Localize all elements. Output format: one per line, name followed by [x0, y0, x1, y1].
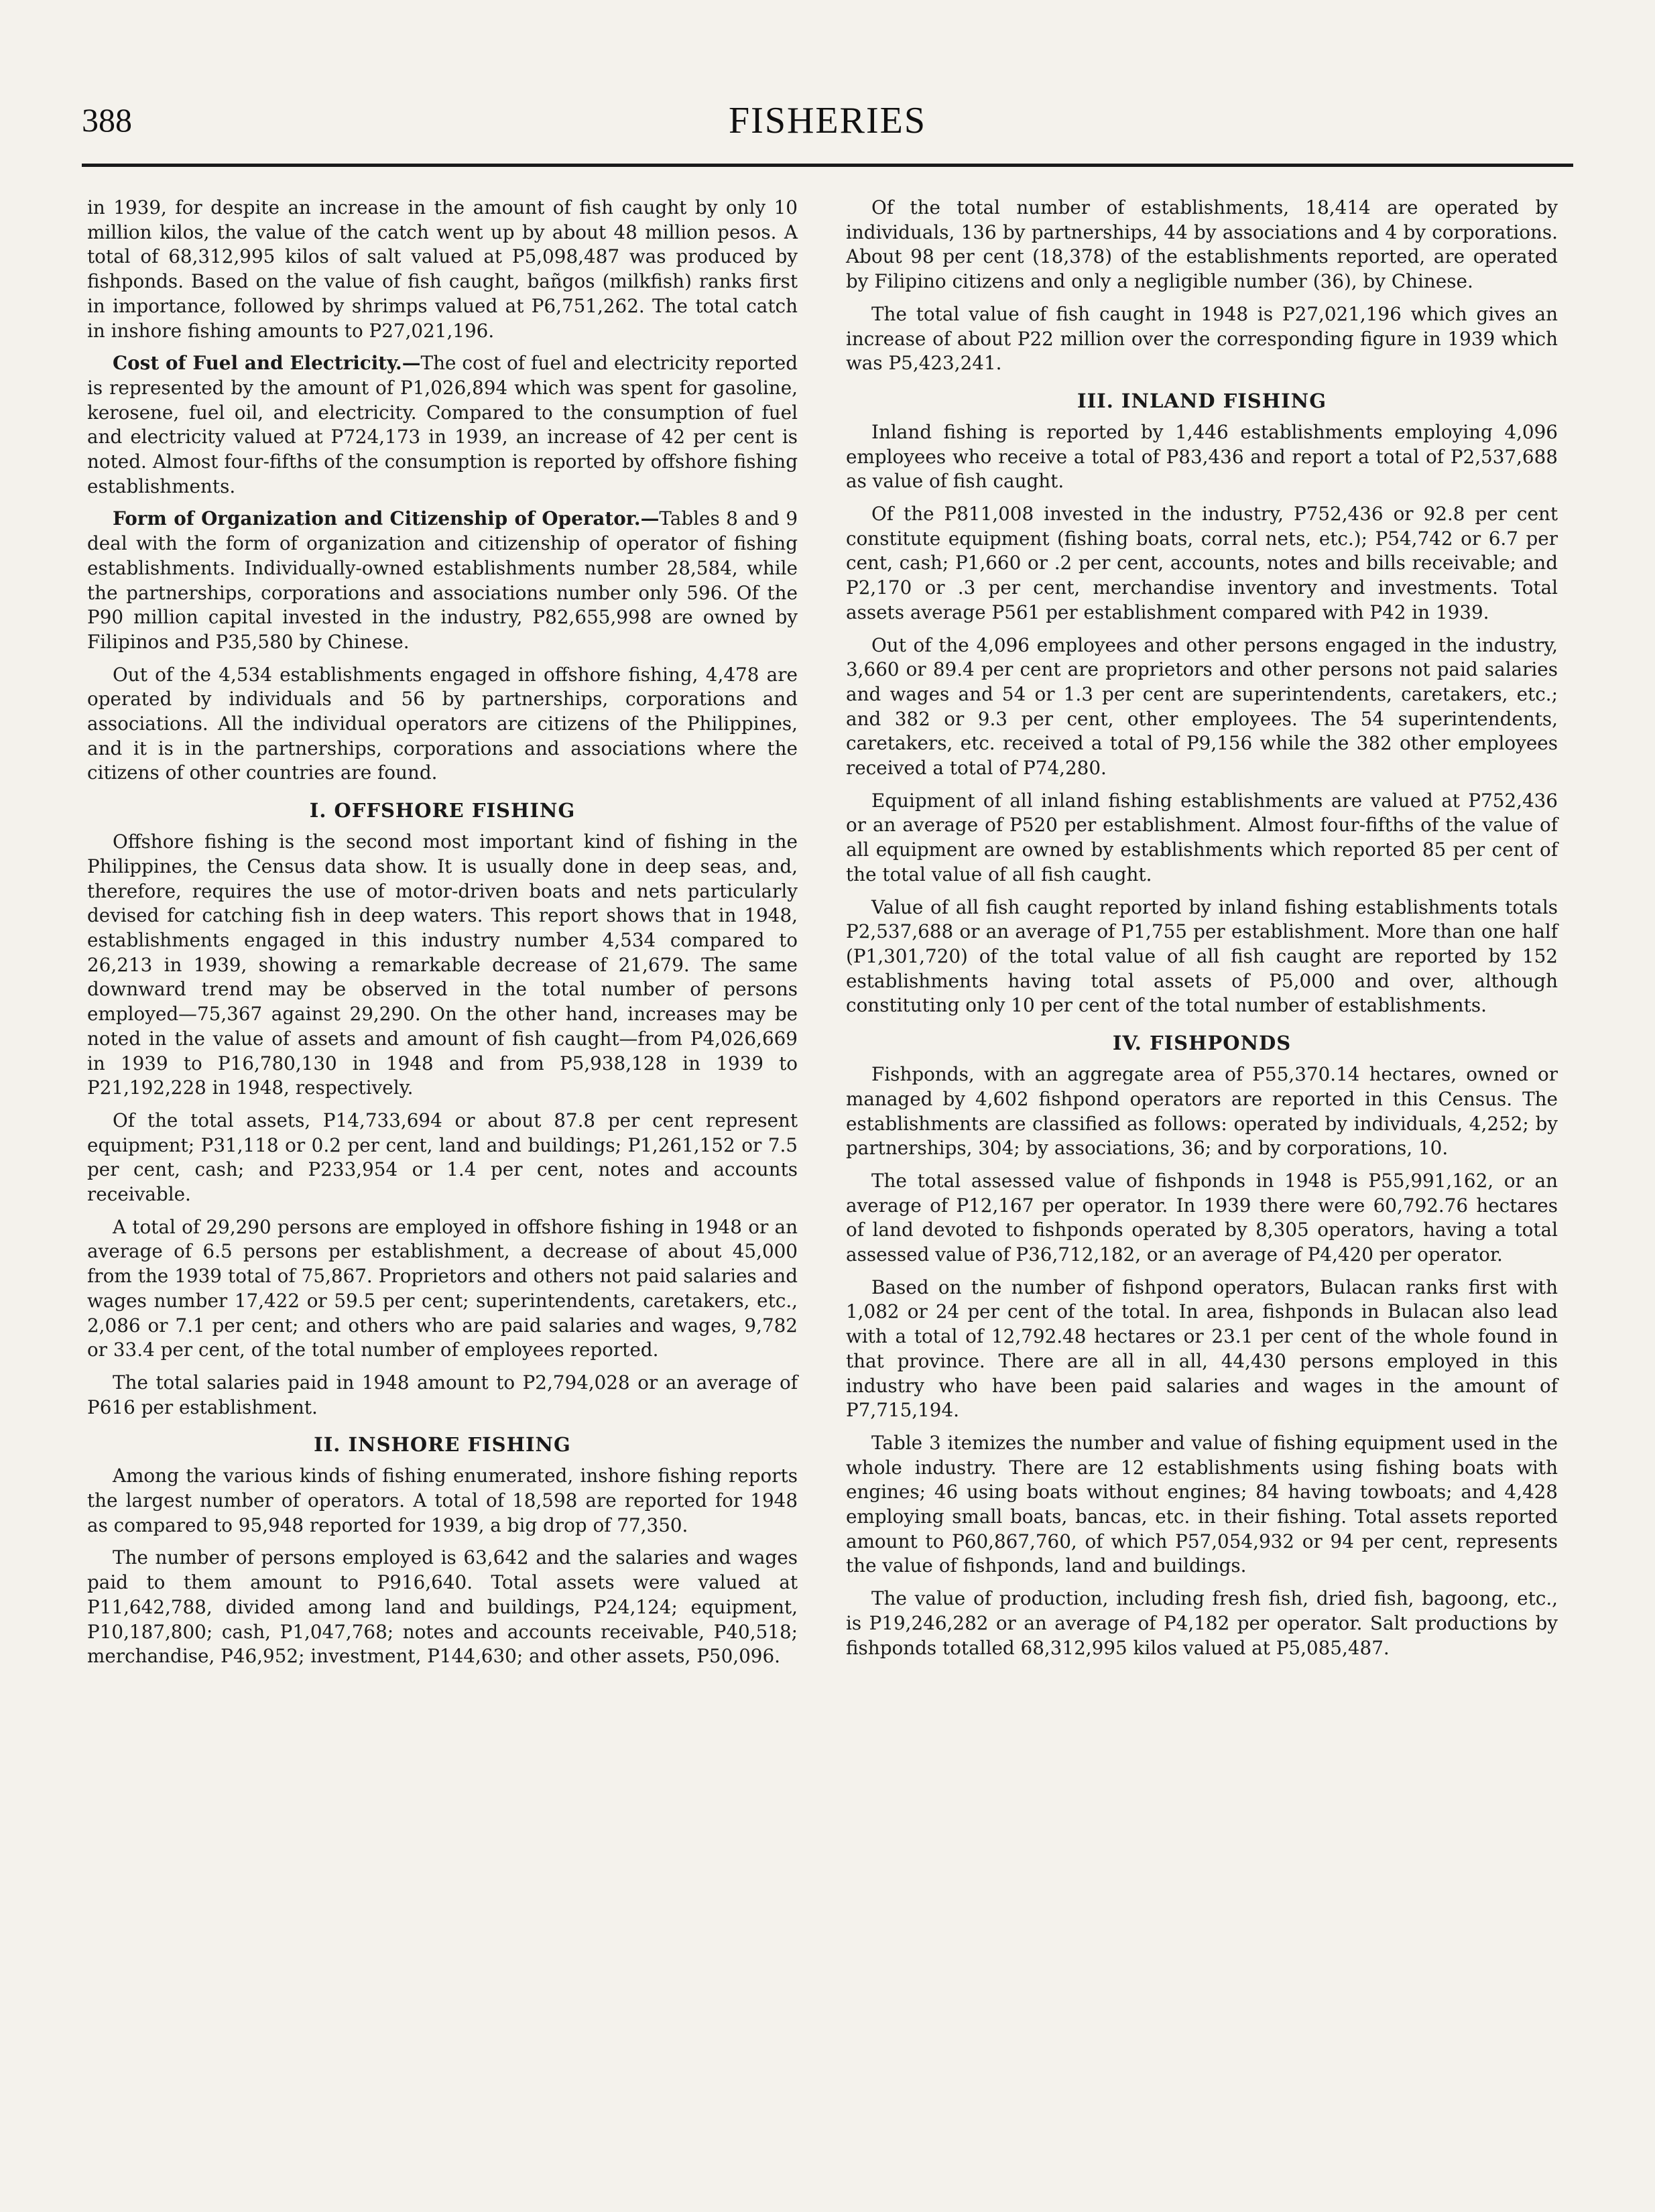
paragraph: Out of the 4,534 establishments engaged in offshore fishing, 4,478 are operated by individuals and 56 by partnerships, corporations and associations. All the individual operators are citizens of the Philippines, and it is in the partnerships, corporations and associations where the citizens of other countries are found.: [87, 663, 798, 784]
paragraph: Value of all fish caught reported by inland fishing establishments totals P2,537,688 or an average of P1,755 per establishment. More than one half (P1,301,720) of the total value of all fish caught are reported by 152 establishments having total assets of P5,000 and over, although constituting only 10 per cent of the total number of establishments.: [846, 896, 1558, 1017]
paragraph: Of the P811,008 invested in the industry, P752,436 or 92.8 per cent constitute equipment (fishing boats, corral nets, etc.); P54,742 or 6.7 per cent, cash; P1,660 or .2 per cent, accounts, notes and bills receivable; and P2,170 or .3 per cent, merchandise inventory and investments. Total assets average P561 per establishment compared with P42 in 1939.: [846, 503, 1558, 623]
section-heading-inland: III. INLAND FISHING: [1077, 389, 1327, 412]
header-rule: [82, 164, 1573, 167]
left-column: [87, 196, 798, 1677]
paragraph: Inland fishing is reported by 1,446 establishments employing 4,096 employees who receive a total of P83,436 and report a total of P2,537,688 as value of fish caught.: [846, 420, 1558, 493]
paragraph-lead: Form of Organization and Citizenship of Operator.—: [113, 507, 660, 530]
paragraph-lead: Cost of Fuel and Electricity.—: [113, 352, 421, 375]
paragraph: in 1939, for despite an increase in the amount of fish caught by only 10 million kilos, the value of the catch went up by about 48 million pesos. A total of 68,312,995 kilos of salt valued at P5,098,487 was produced by fishponds. Based on the value of fish caught, bañgos (milkfish) ranks first in importance, followed by shrimps valued at P6,751,262. The total catch in inshore fishing amounts to P27,021,196.: [87, 196, 798, 342]
paragraph: The total assessed value of fishponds in 1948 is P55,991,162, or an average of P12,167 per operator. In 1939 there were 60,792.76 hectares of land devoted to fishponds operated by 8,305 operators, having a total assessed value of P36,712,182, or an average of P4,420 per operator.: [846, 1169, 1558, 1266]
paragraph: The number of persons employed is 63,642 and the salaries and wages paid to them amount to P916,640. Total assets were valued at P11,642,788, divided among land and buildings, P24,124; equipment, P10,187,800; cash, P1,047,768; notes and accounts receivable, P40,518; merchandise, P46,952; investment, P144,630; and other assets, P50,096.: [87, 1546, 798, 1668]
paragraph: A total of 29,290 persons are employed in offshore fishing in 1948 or an average of 6.5 persons per establishment, a decrease of about 45,000 from the 1939 total of 75,867. Proprietors and others not paid salaries and wages number 17,422 or 59.5 per cent; superintendents, caretakers, etc., 2,086 or 7.1 per cent; and others who are paid salaries and wages, 9,782 or 33.4 per cent, of the total number of employees reported.: [87, 1215, 798, 1361]
paragraph: Table 3 itemizes the number and value of fishing equipment used in the whole industry. There are 12 establishments using fishing boats with engines; 46 using boats without engines; 84 having towboats; and 4,428 employing small boats, bancas, etc. in their fishing. Total assets reported amount to P60,867,760, of which P57,054,932 or 94 per cent, represents the value of fishponds, land and buildings.: [846, 1431, 1558, 1577]
paragraph: Among the various kinds of fishing enumerated, inshore fishing reports the largest number of operators. A total of 18,598 are reported for 1948 as compared to 95,948 reported for 1939, a big drop of 77,350.: [87, 1465, 798, 1536]
paragraph: The value of production, including fresh fish, dried fish, bagoong, etc., is P19,246,282 or an average of P4,182 per operator. Salt productions by fishponds totalled 68,312,995 kilos valued at P5,085,487.: [846, 1587, 1558, 1659]
section-heading-offshore: I. OFFSHORE FISHING: [309, 799, 576, 822]
section-heading-fishponds: IV. FISHPONDS: [1112, 1032, 1292, 1055]
paragraph-body: The cost of fuel and electricity reported is represented by the amount of P1,026,894 which was spent for gasoline, kerosene, fuel oil, and electricity. Compared to the consumption of fuel and electricity valued at P724,173 in 1939, an increase of 42 per cent is noted. Almost four-fifths of the consumption is reported by offshore fishing establishments.: [87, 352, 798, 497]
page-number: 388: [82, 101, 132, 139]
paragraph: Out of the 4,096 employees and other persons engaged in the industry, 3,660 or 89.4 per cent are proprietors and other persons not paid salaries and wages and 54 or 1.3 per cent are superintendents, caretakers, etc.; and 382 or 9.3 per cent, other employees. The 54 superintendents, caretakers, etc. received a total of P9,156 while the 382 other employees received a total of P74,280.: [846, 633, 1558, 780]
section-heading-inshore: II. INSHORE FISHING: [314, 1433, 571, 1457]
paragraph: Based on the number of fishpond operators, Bulacan ranks first with 1,082 or 24 per cent of the total. In area, fishponds in Bulacan also lead with a total of 12,792.48 hectares or 23.1 per cent of the whole found in that province. There are all in all, 44,430 persons employed in this industry who have been paid salaries and wages in the amount of P7,715,194.: [846, 1276, 1558, 1422]
paragraph: Of the total number of establishments, 18,414 are operated by individuals, 136 by partnerships, 44 by associations and 4 by corporations. About 98 per cent (18,378) of the establishments reported, are operated by Filipino citizens and only a negligible number (36), by Chinese.: [846, 196, 1558, 293]
paragraph: Offshore fishing is the second most important kind of fishing in the Philippines, the Census data show. It is usually done in deep seas, and, therefore, requires the use of motor-driven boats and nets particularly devised for catching fish in deep waters. This report shows that in 1948, establishments engaged in this industry number 4,534 compared to 26,213 in 1939, showing a remarkable decrease of 21,679. The same downward trend may be observed in the total number of persons employed—75,367 against 29,290. On the other hand, increases may be noted in the value of assets and amount of fish caught—from P4,026,669 in 1939 to P16,780,130 in 1948 and from P5,938,128 in 1939 to P21,192,228 in 1948, respectively.: [87, 831, 798, 1099]
right-column: [846, 196, 1558, 1668]
paragraph-body: Tables 8 and 9 deal with the form of organization and citizenship of operator of fishing establishments. Individually-owned establishments number 28,584, while the partnerships, corporations and associations number only 596. Of the P90 million capital invested in the industry, P82,655,998 are owned by Filipinos and P35,580 by Chinese.: [87, 507, 798, 653]
paragraph: Equipment of all inland fishing establishments are valued at P752,436 or an average of P520 per establishment. Almost four-fifths of the value of all equipment are owned by establishments which reported 85 per cent of the total value of all fish caught.: [846, 789, 1558, 885]
paragraph: Of the total assets, P14,733,694 or about 87.8 per cent represent equipment; P31,118 or 0.2 per cent, land and buildings; P1,261,152 or 7.5 per cent, cash; and P233,954 or 1.4 per cent, notes and accounts receivable.: [87, 1109, 798, 1206]
paragraph: Fishponds, with an aggregate area of P55,370.14 hectares, owned or managed by 4,602 fishpond operators are reported in this Census. The establishments are classified as follows: operated by individuals, 4,252; by partnerships, 304; by associations, 36; and by corporations, 10.: [846, 1063, 1558, 1160]
paragraph-fuel: [87, 351, 798, 499]
paragraph: The total salaries paid in 1948 amount to P2,794,028 or an average of P616 per establishment.: [87, 1371, 798, 1418]
paragraph-organization: [87, 507, 798, 654]
paragraph: The total value of fish caught in 1948 is P27,021,196 which gives an increase of about P22 million over the corresponding figure in 1939 which was P5,423,241.: [846, 302, 1558, 375]
running-head: FISHERIES: [729, 100, 926, 141]
